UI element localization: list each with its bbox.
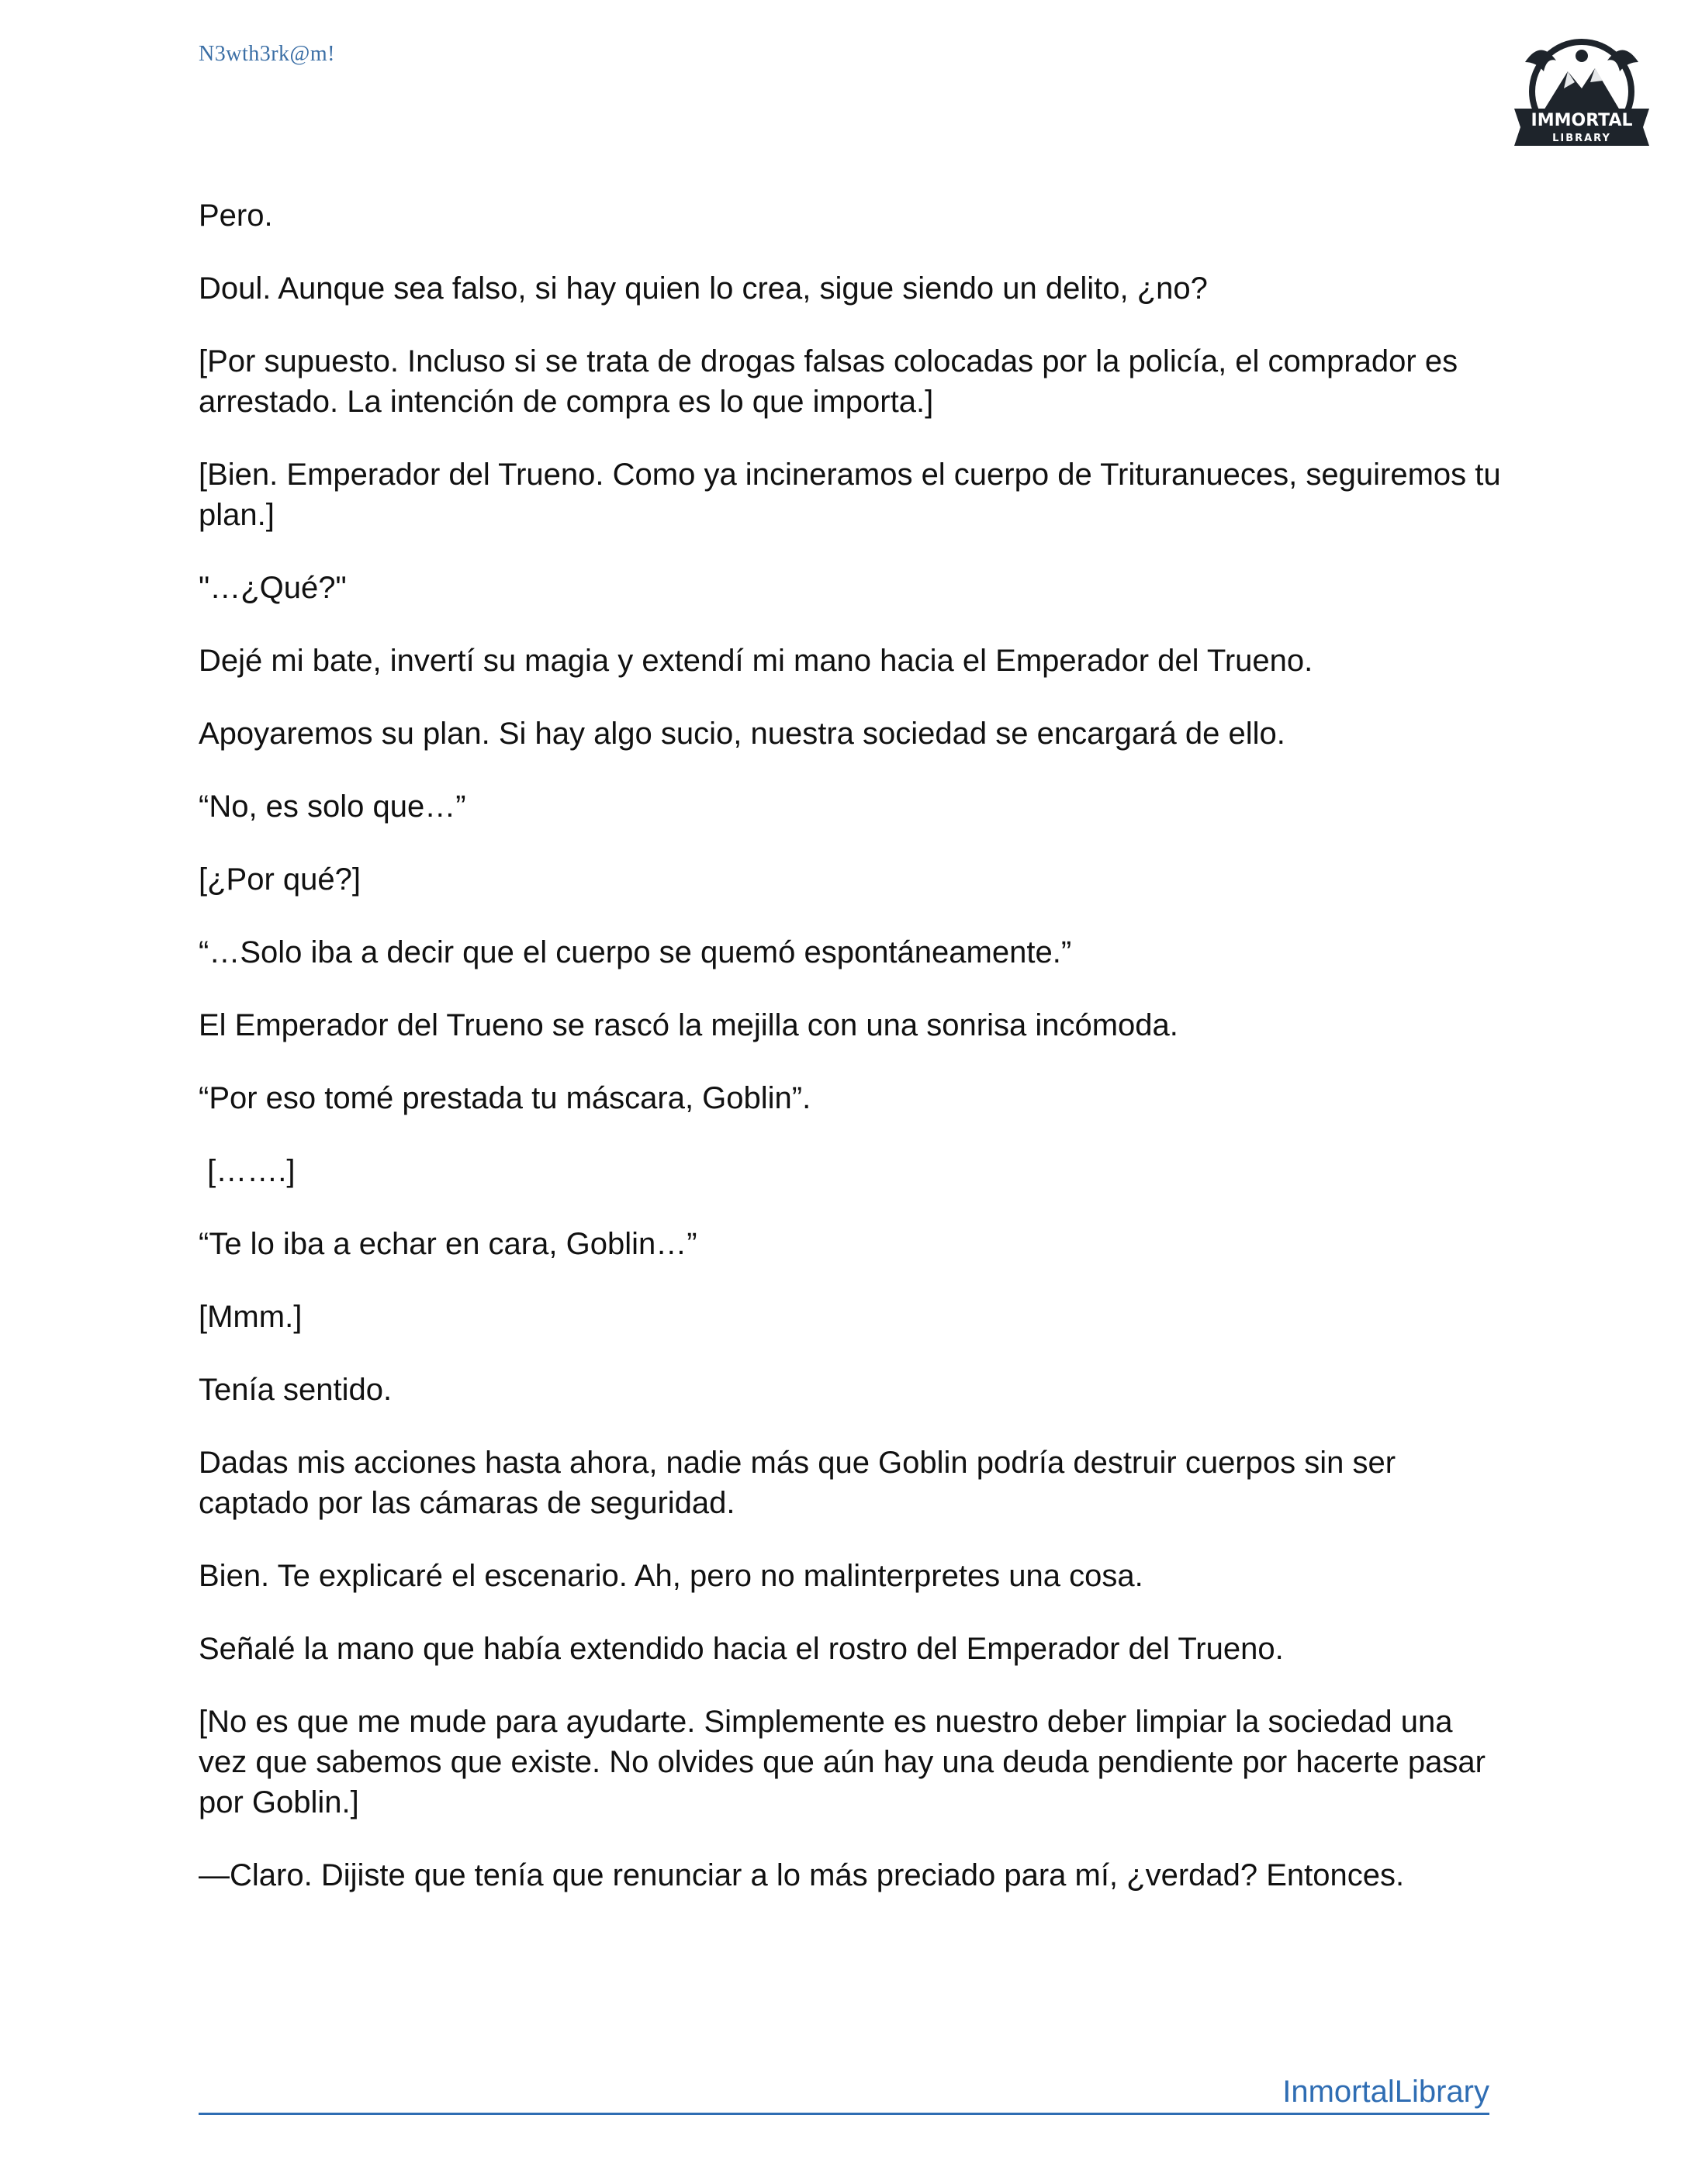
paragraph: “No, es solo que…”	[199, 790, 466, 824]
paragraph: Bien. Te explicaré el escenario. Ah, pero no malinterpretes una cosa.	[199, 1559, 1143, 1593]
chapter-text	[199, 195, 1510, 1928]
paragraph: Apoyaremos su plan. Si hay algo sucio, nuestra sociedad se encargará de ello.	[199, 717, 1285, 751]
paragraph: "…¿Qué?"	[199, 571, 347, 605]
footer-site-link[interactable]: InmortalLibrary	[1282, 2075, 1489, 2109]
paragraph: [Por supuesto. Incluso si se trata de drogas falsas colocadas por la policía, el comprador es arrestado. La intención de compra es lo que importa.]	[199, 344, 1467, 419]
paragraph: [¿Por qué?]	[199, 862, 361, 897]
paragraph: “Por eso tomé prestada tu máscara, Goblin”.	[199, 1081, 811, 1115]
logo-title-text: IMMORTAL	[1531, 111, 1633, 130]
paragraph: [No es que me mude para ayudarte. Simplemente es nuestro deber limpiar la sociedad una vez que sabemos que existe. No olvides que aún hay una deuda pendiente por hacerte pasar por Goblin.]	[199, 1705, 1495, 1819]
paragraph: Doul. Aunque sea falso, si hay quien lo crea, sigue siendo un delito, ¿no?	[199, 271, 1208, 306]
paragraph: Dadas mis acciones hasta ahora, nadie más que Goblin podría destruir cuerpos sin ser captado por las cámaras de seguridad.	[199, 1446, 1405, 1520]
paragraph: […….]	[199, 1154, 296, 1188]
paragraph: —Claro. Dijiste que tenía que renunciar a lo más preciado para mí, ¿verdad? Entonces.	[199, 1858, 1405, 1892]
paragraph: [Mmm.]	[199, 1300, 303, 1334]
paragraph: El Emperador del Trueno se rascó la mejilla con una sonrisa incómoda.	[199, 1008, 1178, 1042]
paragraph: Pero.	[199, 199, 273, 233]
paragraph: Señalé la mano que había extendido hacia el rostro del Emperador del Trueno.	[199, 1632, 1284, 1666]
paragraph: [Bien. Emperador del Trueno. Como ya incineramos el cuerpo de Trituranueces, seguiremos tu plan.]	[199, 458, 1510, 532]
header-watermark-tag: N3wth3rk@m!	[199, 42, 335, 66]
paragraph: “Te lo iba a echar en cara, Goblin…”	[199, 1227, 697, 1261]
footer-rule	[199, 2066, 1489, 2115]
logo-subtitle-text: LIBRARY	[1552, 133, 1611, 144]
paragraph: “…Solo iba a decir que el cuerpo se quemó espontáneamente.”	[199, 935, 1072, 969]
immortal-library-logo	[1510, 31, 1654, 163]
paragraph: Tenía sentido.	[199, 1373, 393, 1407]
paragraph: Dejé mi bate, invertí su magia y extendí mi mano hacia el Emperador del Trueno.	[199, 644, 1313, 678]
